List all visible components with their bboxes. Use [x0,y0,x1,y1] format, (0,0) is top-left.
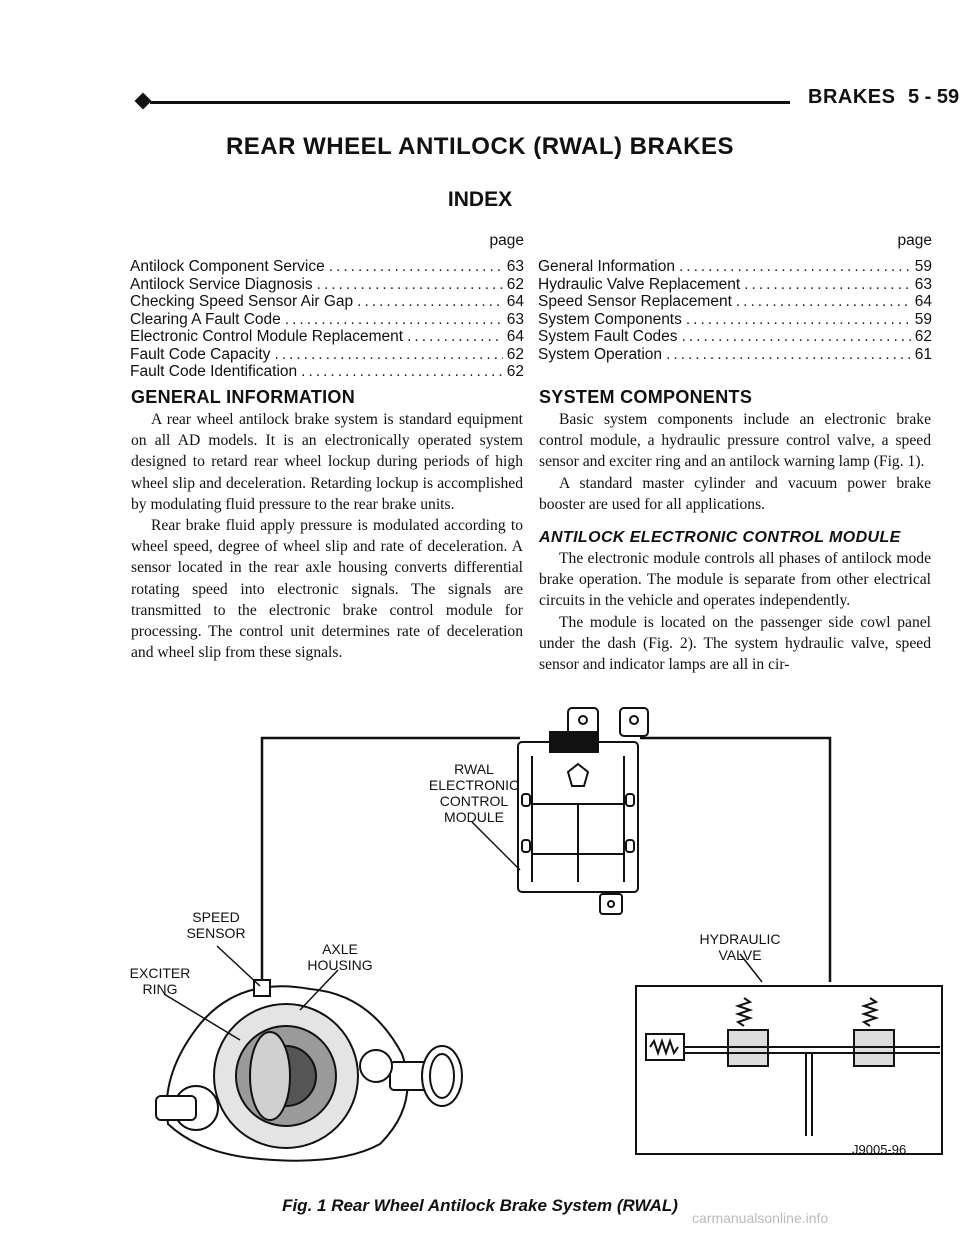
module-label-4: MODULE [444,809,504,825]
paragraph: The electronic module controls all phases of antilock mode brake operation. The module is separate from other electrical circuits in the vehicle and operates independently. [539,550,931,610]
index-entry[interactable]: General Information ..... 59 [538,258,932,276]
index-left-column [130,232,524,381]
axle-housing-label-2: HOUSING [307,957,373,973]
axle-housing-label-1: AXLE [322,941,358,957]
header-rule [150,101,790,104]
index-entry[interactable]: Speed Sensor Replacement ..... 64 [538,293,932,311]
index-entry[interactable]: System Operation ..... 61 [538,346,932,364]
index-entry[interactable]: Checking Speed Sensor Air Gap ..... 64 [130,293,524,311]
index-right-column [538,232,932,363]
speed-sensor-label-2: SENSOR [186,925,246,941]
exciter-ring-label-2: RING [142,981,178,997]
index-entry[interactable]: Fault Code Identification ..... 62 [130,363,524,381]
diamond-icon [135,93,152,110]
hydraulic-valve-label-1: HYDRAULIC [699,931,781,947]
figure-labels [130,761,781,997]
header-page-number: 5 - 59 [908,86,960,108]
control-module-drawing [518,708,648,914]
paragraph: Rear brake fluid apply pressure is modulated according to wheel speed, degree of wheel slip and rate of deceleration. A sensor located in the rear axle housing converts differential rotating speed into electronic signals. The signals are transmitted to the electronic brake control module for processing. The control unit determines rate of deceleration and wheel slip from these signals. [131,517,523,662]
left-text-column [131,386,523,663]
paragraph: A standard master cylinder and vacuum power brake booster are used for all applications. [539,474,931,513]
general-information-heading: GENERAL INFORMATION [131,387,356,407]
hydraulic-valve-drawing [636,986,942,1154]
index-entry[interactable]: Antilock Service Diagnosis ..... 62 [130,276,524,294]
page-header [0,0,960,120]
page-title: REAR WHEEL ANTILOCK (RWAL) BRAKES [225,133,735,160]
figure-caption: Fig. 1 Rear Wheel Antilock Brake System (RWAL) [282,1196,678,1215]
module-label-2: ELECTRONIC [428,777,520,793]
watermark: carmanualsonline.info [692,1210,829,1226]
figure-id: J9005-96 [852,1142,907,1157]
right-text-column [539,386,931,675]
index-entry[interactable]: Clearing A Fault Code ..... 63 [130,311,524,329]
axle-housing-drawing [156,980,462,1161]
index-entry[interactable]: System Components ..... 59 [538,311,932,329]
speed-sensor-label-1: SPEED [192,909,240,925]
control-module-heading: ANTILOCK ELECTRONIC CONTROL MODULE [539,529,901,547]
module-label-3: CONTROL [439,793,509,809]
index-entry[interactable]: Hydraulic Valve Replacement ..... 63 [538,276,932,294]
system-components-heading: SYSTEM COMPONENTS [539,387,753,407]
index-entry[interactable]: Electronic Control Module Replacement ..... 64 [130,328,524,346]
index-page-label: page [489,232,524,249]
hydraulic-valve-label-2: VALVE [718,947,762,963]
index-entry[interactable]: Fault Code Capacity ..... 62 [130,346,524,364]
paragraph: Basic system components include an electronic brake control module, a hydraulic pressure control valve, a speed sensor and exciter ring and an antilock warning lamp (Fig. 1). [539,411,931,471]
index-entry[interactable]: Antilock Component Service ..... 63 [130,258,524,276]
index-entry[interactable]: System Fault Codes ..... 62 [538,328,932,346]
index-heading: INDEX [447,188,513,211]
index-page-label: page [897,232,932,249]
paragraph: The module is located on the passenger side cowl panel under the dash (Fig. 2). The system hydraulic valve, speed sensor and indicator lamps are all in cir- [539,613,931,674]
module-label-1: RWAL [454,761,494,777]
header-section: BRAKES [808,86,896,108]
paragraph: A rear wheel antilock brake system is standard equipment on all AD models. It is an electronically operated system designed to retard rear wheel lockup during periods of high wheel slip and deceleration. Retarding lockup is accomplished by modulating fluid pressure to the rear brake units. [131,411,523,513]
exciter-ring-label-1: EXCITER [129,965,191,981]
rwal-system-diagram [120,704,950,1174]
